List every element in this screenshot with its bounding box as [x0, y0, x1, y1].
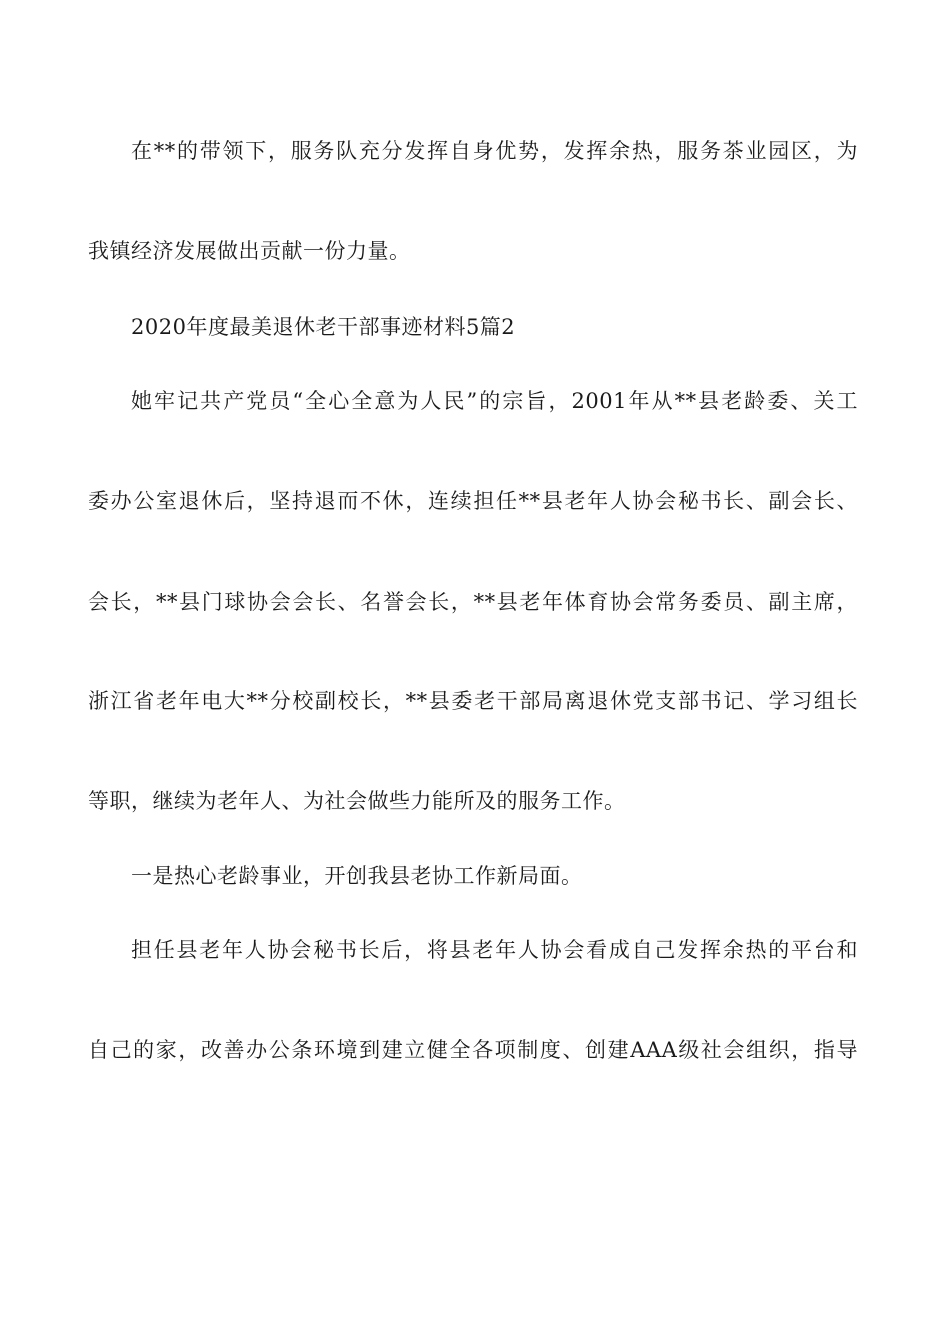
paragraph-line: 会长，**县门球协会会长、名誉会长，**县老年体育协会常务委员、副主席，	[88, 590, 858, 614]
paragraph-line: 等职，继续为老年人、为社会做些力能所及的服务工作。	[88, 789, 626, 813]
paragraph-line: 她牢记共产党员“全心全意为人民”的宗旨，2001年从**县老龄委、关工	[131, 389, 858, 413]
paragraph-line: 委办公室退休后，坚持退而不休，连续担任**县老年人协会秘书长、副会长、	[88, 489, 858, 513]
paragraph-line: 自己的家，改善办公条环境到建立健全各项制度、创建AAA级社会组织，指导	[88, 1038, 858, 1062]
paragraph-line: 担任县老年人协会秘书长后，将县老年人协会看成自己发挥余热的平台和	[131, 938, 858, 962]
paragraph-line: 浙江省老年电大**分校副校长，**县委老干部局离退休党支部书记、学习组长	[88, 689, 858, 713]
section-heading: 2020年度最美退休老干部事迹材料5篇2	[131, 315, 516, 339]
paragraph-line: 在**的带领下，服务队充分发挥自身优势，发挥余热，服务茶业园区，为	[131, 139, 858, 163]
paragraph-line: 我镇经济发展做出贡献一份力量。	[88, 239, 411, 263]
paragraph-line: 一是热心老龄事业，开创我县老协工作新局面。	[131, 864, 583, 888]
